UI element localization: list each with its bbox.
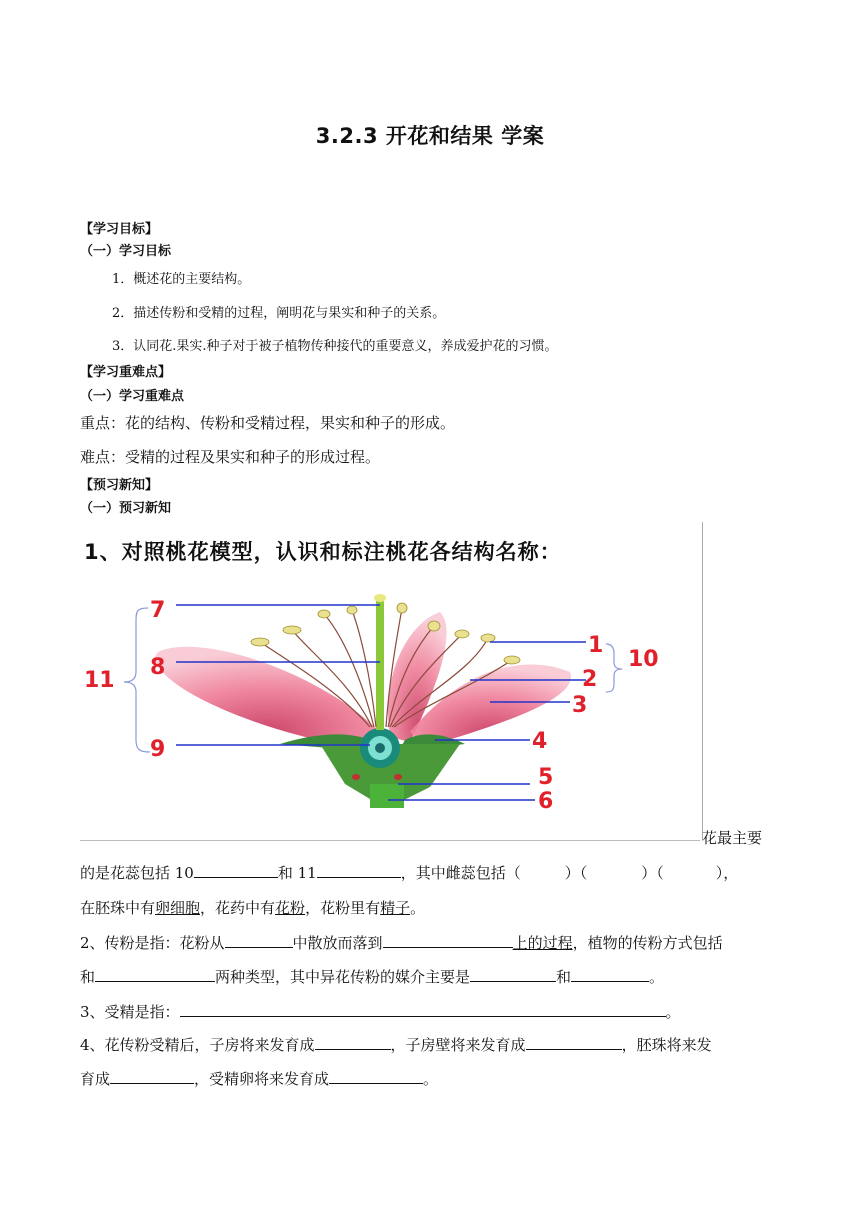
preview-subheader: （一）预习新知: [80, 501, 172, 516]
label-1: 1: [588, 633, 604, 658]
figure-border: [80, 840, 700, 841]
q3-line: 3、受精是指： 。: [80, 1003, 681, 1021]
goal-item: 1．概述花的主要结构。: [112, 272, 251, 287]
label-3: 3: [572, 693, 588, 718]
blank-field[interactable]: [225, 932, 293, 948]
blank-field[interactable]: [383, 932, 513, 948]
blank-field[interactable]: [571, 966, 649, 982]
blank-field[interactable]: [526, 1034, 622, 1050]
label-5: 5: [538, 765, 554, 790]
blank-field[interactable]: [180, 1001, 666, 1017]
flower-illustration: [80, 522, 702, 840]
label-11: 11: [84, 668, 115, 693]
blank-field[interactable]: [317, 862, 401, 878]
q1-line2: 在胚珠中有卵细胞，花药中有花粉，花粉里有精子。: [80, 899, 426, 917]
goals-subheader: （一）学习目标: [80, 244, 172, 259]
flower-diagram: [80, 522, 702, 840]
q2-line1: 2、传粉是指：花粉从 中散放而落到 上的过程，植物的传粉方式包括: [80, 934, 723, 952]
goal-item: 2．描述传粉和受精的过程，阐明花与果实和种子的关系。: [112, 306, 446, 321]
label-7: 7: [150, 598, 166, 623]
label-10: 10: [628, 647, 659, 672]
q4-line2: 育成 ，受精卵将来发育成 。: [80, 1070, 439, 1088]
label-8: 8: [150, 655, 166, 680]
q4-line1: 4、花传粉受精后，子房将来发育成 ，子房壁将来发育成 ，胚珠将来发: [80, 1036, 712, 1054]
key-point-text: 重点：花的结构、传粉和受精过程，果实和种子的形成。: [80, 414, 456, 432]
blank-field[interactable]: [95, 966, 215, 982]
page-title: 3.2.3 开花和结果 学案: [315, 124, 545, 148]
figure-heading: 1、对照桃花模型，认识和标注桃花各结构名称：: [84, 540, 562, 564]
label-4: 4: [532, 729, 548, 754]
figure-border: [702, 522, 703, 840]
goals-header: 【学习目标】: [80, 222, 159, 237]
q1-tail: 花最主要: [702, 829, 763, 847]
q2-line2: 和 两种类型，其中异花传粉的媒介主要是 和 。: [80, 968, 665, 986]
preview-header: 【预习新知】: [80, 478, 159, 493]
blank-field[interactable]: [194, 862, 278, 878]
key-points-header: 【学习重难点】: [80, 365, 172, 380]
difficult-point-text: 难点：受精的过程及果实和种子的形成过程。: [80, 448, 381, 466]
blank-field[interactable]: [110, 1068, 194, 1084]
label-2: 2: [582, 667, 598, 692]
blank-field[interactable]: [329, 1068, 423, 1084]
blank-field[interactable]: [315, 1034, 391, 1050]
q1-line1: 的是花蕊包括 10 和 11 ，其中雌蕊包括（ ）（ ）（ ），: [80, 864, 739, 882]
goal-item: 3．认同花.果实.种子对于被子植物传种接代的重要意义，养成爱护花的习惯。: [112, 339, 558, 354]
key-points-subheader: （一）学习重难点: [80, 389, 185, 404]
blank-field[interactable]: [470, 966, 556, 982]
label-6: 6: [538, 789, 554, 814]
label-9: 9: [150, 737, 166, 762]
